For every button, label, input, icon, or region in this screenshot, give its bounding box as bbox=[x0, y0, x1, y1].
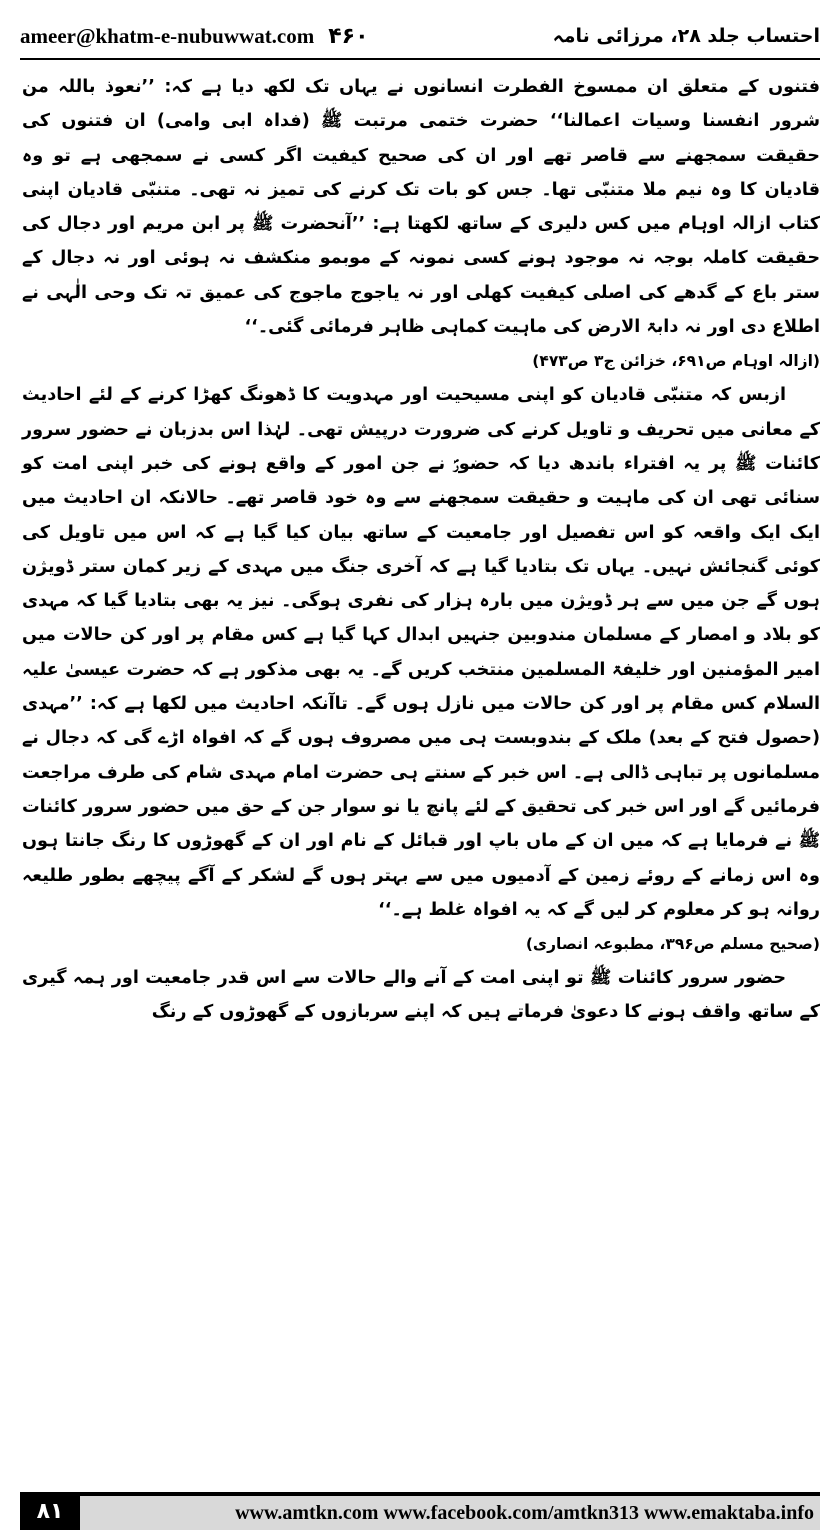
header-left bbox=[20, 24, 369, 49]
header-email[interactable]: ameer@khatm-e-nubuwwat.com bbox=[20, 23, 315, 48]
citation-2: (صحیح مسلم ص۳۹۶، مطبوعہ انصاری) bbox=[525, 935, 820, 954]
paragraph-3: حضور سرور کائنات ﷺ تو اپنی امت کے آنے والے حالات سے اس قدر جامعیت اور ہمہ گیری کے ساتھ واقف ہونے کا دعویٰ فرماتے ہیں کہ اپنے سربازوں کے گھوڑوں کے رنگ bbox=[22, 968, 820, 1023]
header-book-title: احتساب جلد ۲۸، مرزائی نامہ bbox=[552, 25, 820, 47]
footer-websites[interactable]: www.amtkn.com www.facebook.com/amtkn313 www.emaktaba.info bbox=[80, 1492, 820, 1530]
paragraph-1: فتنوں کے متعلق ان ممسوخ الفطرت انسانوں نے یہاں تک لکھ دیا ہے کہ: ’’نعوذ باللہ من شرور انفسنا وسیات اعمالنا‘‘ حضرت ختمی مرتبت ﷺ (فداہ ابی وامی) ان فتنوں کی حقیقت سمجھنے سے قاصر تھے اور ان کی صحیح کیفیت اگر کسی نے سمجھی ہے تو وہ قادیان کا وہ نیم ملا متنبّی تھا۔ جس کو بات تک کرنے کی تمیز نہ تھی۔ متنبّی قادیان اپنی کتاب ازالہ اوہام میں کس دلیری کے ساتھ لکھتا ہے: ’’آنحضرت ﷺ پر ابن مریم اور دجال کی حقیقت کاملہ بوجہ نہ موجود ہونے کسی نمونہ کے موبمو منکشف نہ ہوئی اور نہ دجال کے ستر باع کے گدھے کی اصلی کیفیت کھلی اور نہ یاجوج ماجوج کی عمیق تہ تک وحی الٰہی نے اطلاع دی اور نہ دابۃ الارض کی ماہیت کماہی ظاہر فرمائی گئی۔‘‘ bbox=[22, 77, 820, 338]
header-page-number: ۴۶۰ bbox=[328, 23, 369, 49]
header-rule bbox=[20, 58, 820, 60]
page-footer bbox=[20, 1492, 820, 1530]
page-header bbox=[20, 18, 820, 54]
page-body bbox=[22, 70, 820, 1030]
paragraph-2: ازبس کہ متنبّی قادیان کو اپنی مسیحیت اور مہدویت کا ڈھونگ کھڑا کرنے کے لئے احادیث کے معانی میں تحریف و تاویل کرنے کی ضرورت درپیش تھی۔ لہٰذا اس بدزبان نے حضور سرور کائنات ﷺ پر یہ افتراء باندھ دیا کہ حضورؐ نے جن امور کے واقع ہونے کی خبر اپنی امت کو سنائی تھی ان کی ماہیت و حقیقت سمجھنے سے وہ خود قاصر تھے۔ حالانکہ ان احادیث میں ایک ایک واقعہ کو اس تفصیل اور جامعیت کے ساتھ بیان کیا گیا ہے کہ اس میں تاویل کی کوئی گنجائش نہیں۔ یہاں تک بتادیا گیا ہے کہ آخری جنگ میں مہدی کے زیر کمان ستر ڈویژن ہوں گے جن میں سے ہر ڈویژن میں بارہ ہزار کی نفری ہوگی۔ نیز یہ بھی بتادیا گیا کہ مہدی کو بلاد و امصار کے مسلمان مندوبین جنہیں ابدال کہا گیا ہے کس مقام پر اور کن حالات میں امیر المؤمنین اور خلیفۃ المسلمین منتخب کریں گے۔ یہ بھی مذکور ہے کہ حضرت عیسیٰ علیہ السلام کس مقام پر اور کن حالات میں نازل ہوں گے۔ تاآنکہ احادیث میں لکھا ہے کہ: ’’مہدی (حصول فتح کے بعد) ملک کے بندوبست ہی میں مصروف ہوں گے کہ افواہ اڑے گی کہ دجال نے مسلمانوں پر تباہی ڈالی ہے۔ اس خبر کے سنتے ہی حضرت امام مہدی شام کی طرف مراجعت فرمائیں گے اور اس خبر کی تحقیق کے لئے پانچ یا نو سوار جن کے حق میں حضور سرور کائنات ﷺ نے فرمایا ہے کہ میں ان کے ماں باپ اور قبائل کے نام اور ان کے گھوڑوں کا رنگ جانتا ہوں وہ اس زمانے کے روئے زمین کے آدمیوں میں سے بہتر ہوں گے لشکر کے آگے پیچھے بطور طلیعہ روانہ ہو کر معلوم کر لیں گے کہ یہ افواہ غلط ہے۔‘‘ bbox=[22, 385, 821, 920]
citation-1: (ازالہ اوہام ص۶۹۱، خزائن ج۳ ص۴۷۳) bbox=[532, 352, 820, 371]
footer-page-number: ۸۱ bbox=[20, 1492, 80, 1530]
